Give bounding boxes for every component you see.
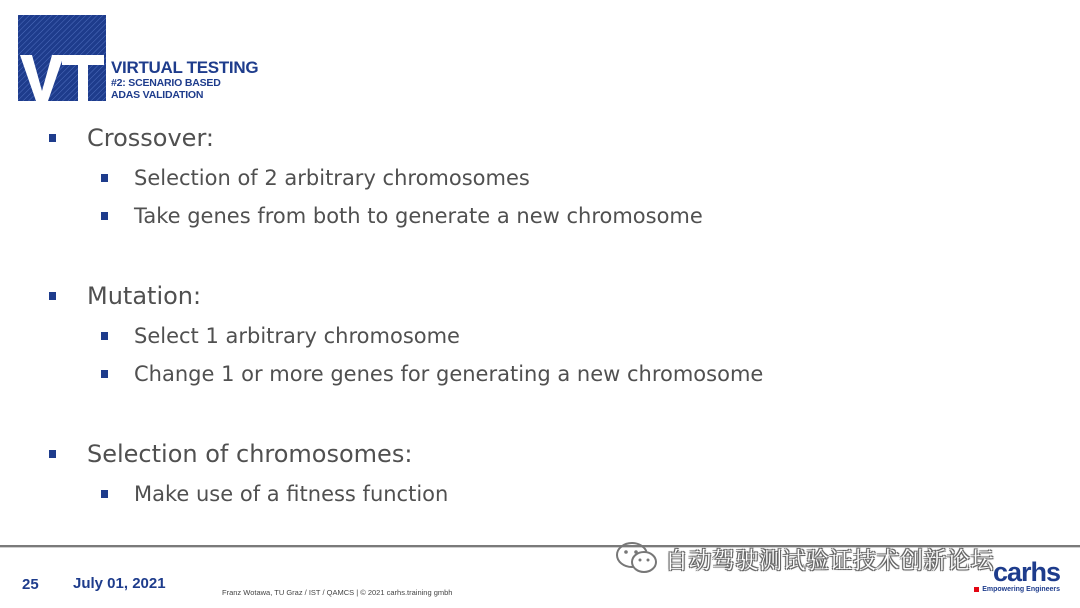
bullet-square-icon <box>49 292 56 300</box>
sub-bullet-text: Make use of a fitness function <box>134 482 449 506</box>
sub-bullet <box>101 204 703 228</box>
bullet-square-icon <box>101 212 108 220</box>
bullet-mutation <box>49 282 201 310</box>
red-square-icon <box>974 587 979 592</box>
watermark-text: 自动驾驶测试验证技术创新论坛 <box>665 547 994 574</box>
page-number: 25 <box>22 576 39 593</box>
logo-subtitle-1: #2: SCENARIO BASED <box>111 77 221 89</box>
vt-logo-icon <box>18 15 106 101</box>
sub-bullet <box>101 166 530 190</box>
bullet-square-icon <box>101 370 108 378</box>
sub-bullet <box>101 482 448 506</box>
sub-bullet-text: Change 1 or more genes for generating a new chromosome <box>134 362 764 386</box>
bullet-square-icon <box>101 490 108 498</box>
carhs-tagline <box>960 586 1060 593</box>
logo-text <box>111 58 258 101</box>
bullet-square-icon <box>101 332 108 340</box>
bullet-selection <box>49 440 412 468</box>
sub-bullet-text: Take genes from both to generate a new chromosome <box>134 204 703 228</box>
bullet-text: Selection of chromosomes: <box>87 440 413 468</box>
carhs-logo <box>960 557 1060 593</box>
bullet-square-icon <box>49 134 56 142</box>
carhs-wordmark: carhs <box>992 557 1060 587</box>
footer-date: July 01, 2021 <box>73 575 166 592</box>
footer-credit: Franz Wotawa, TU Graz / IST / QAMCS | © 2021 carhs.training gmbh <box>222 588 453 597</box>
carhs-tagline-text: Empowering Engineers <box>982 586 1060 593</box>
logo-title: VIRTUAL TESTING <box>111 58 259 77</box>
watermark <box>615 541 994 575</box>
sub-bullet <box>101 362 763 386</box>
bullet-crossover <box>49 124 214 152</box>
wechat-icon <box>615 541 659 575</box>
sub-bullet-text: Select 1 arbitrary chromosome <box>134 324 460 348</box>
sub-bullet <box>101 324 460 348</box>
sub-bullet-text: Selection of 2 arbitrary chromosomes <box>134 166 530 190</box>
logo-subtitle-2: ADAS VALIDATION <box>111 89 204 101</box>
bullet-square-icon <box>49 450 56 458</box>
bullet-square-icon <box>101 174 108 182</box>
bullet-text: Mutation: <box>87 282 202 310</box>
bullet-text: Crossover: <box>87 124 214 152</box>
